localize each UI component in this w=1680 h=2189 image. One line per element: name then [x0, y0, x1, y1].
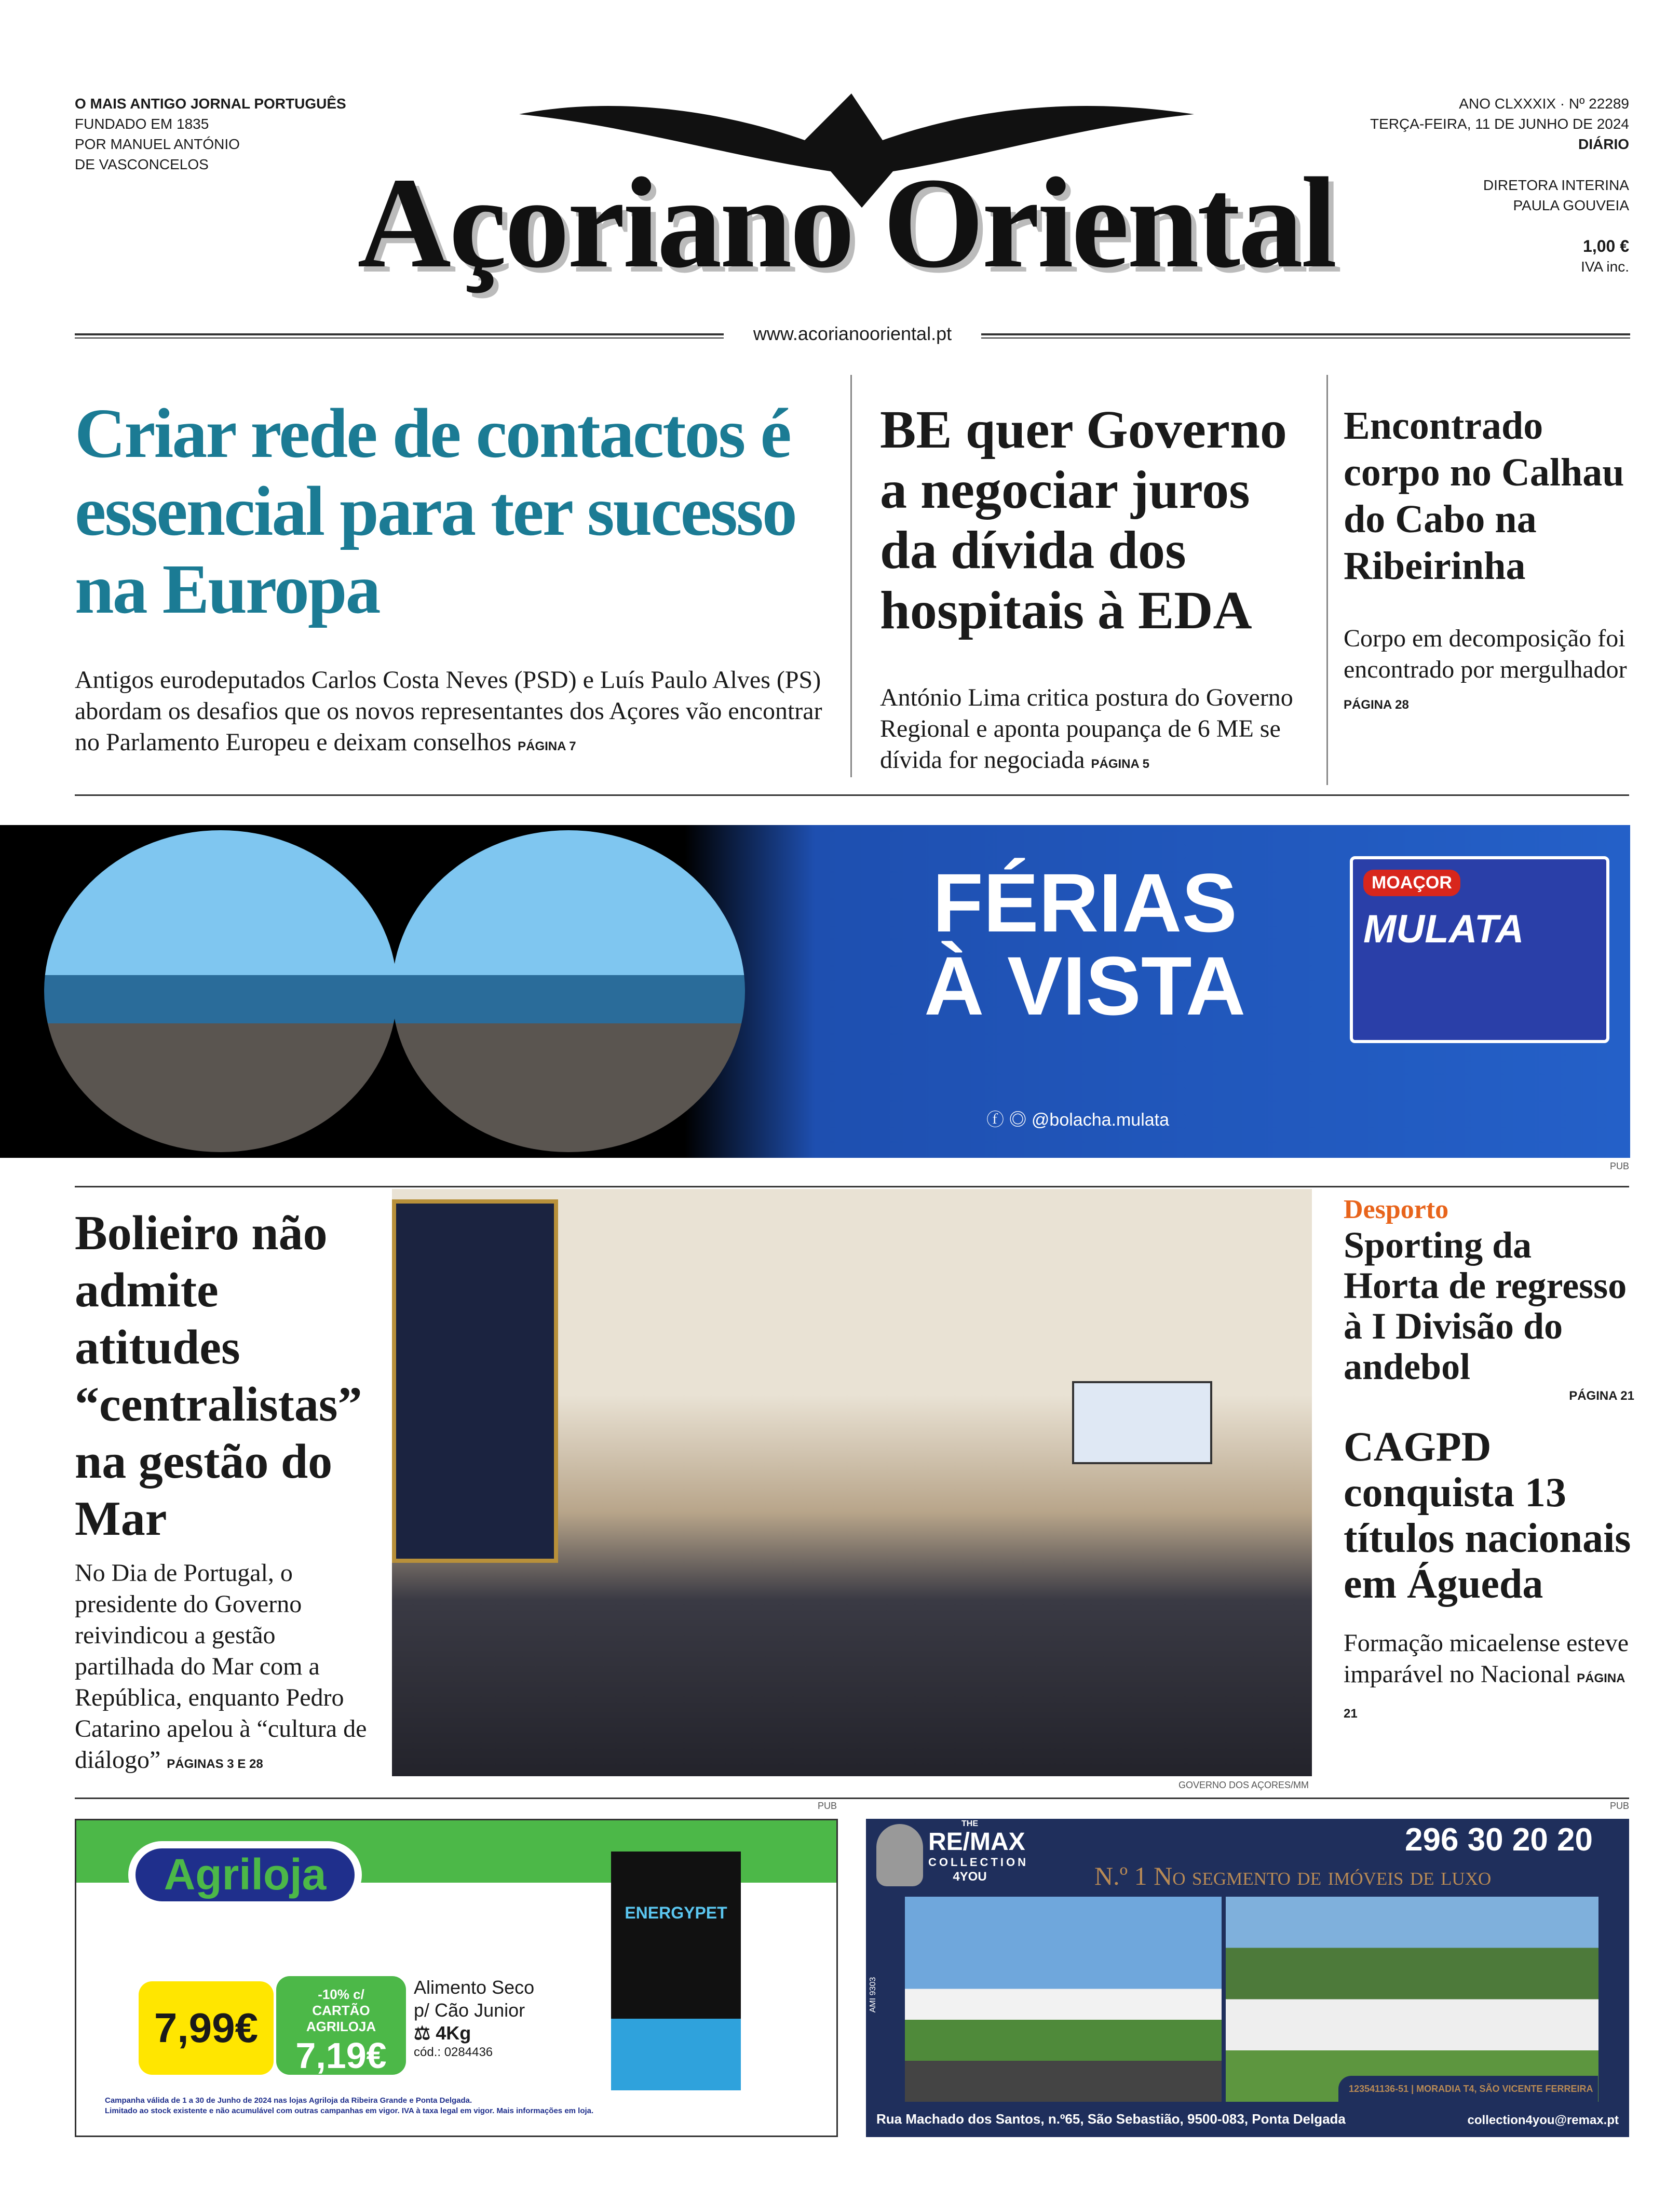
- founded: FUNDADO EM 1835: [75, 116, 209, 132]
- vat: IVA inc.: [1581, 259, 1629, 275]
- logo-brand: RE/MAX: [928, 1828, 1025, 1856]
- pub-label: PUB: [1609, 1801, 1629, 1811]
- ad-headline-line: FÉRIAS: [932, 856, 1237, 949]
- summary: Antigos eurodeputados Carlos Costa Neves (PSD) e Luís Paulo Alves (PS) abordam os desafios que os novos representantes dos Açores vão encontrar no Parlamento Europeu e deixam conselhos: [75, 666, 822, 756]
- product-code: cód.: 0284436: [414, 2045, 493, 2059]
- price: 1,00 €: [1583, 237, 1629, 255]
- social-text: @bolacha.mulata: [1031, 1110, 1170, 1130]
- summary: Corpo em decomposição foi encontrado por mergulhador: [1344, 625, 1627, 683]
- page-ref: PÁGINA 21: [1344, 1671, 1625, 1721]
- pub-label: PUB: [1609, 1161, 1629, 1171]
- agriloja-logo: Agriloja: [128, 1841, 362, 1909]
- lead-photo-ceremony: [392, 1189, 1312, 1776]
- banner-ad-mulata[interactable]: [0, 825, 1630, 1158]
- headline[interactable]: CAGPD conquista 13 títulos nacionais em Águeda: [1344, 1424, 1631, 1607]
- lead-story[interactable]: [75, 1205, 381, 1780]
- pub-label: PUB: [818, 1801, 837, 1811]
- brand-badge: MOAÇOR: [1363, 870, 1460, 896]
- page-ref: PÁGINA 5: [1091, 757, 1149, 771]
- weight: 4Kg: [436, 2022, 471, 2044]
- summary: António Lima critica postura do Governo Regional e aponta poupança de 6 ME se dívida for negociada: [880, 684, 1293, 774]
- terms-line: Limitado ao stock existente e não acumulável com outras campanhas em vigor. IVA à taxa legal em vigor. Mais informações em loja.: [105, 2106, 594, 2115]
- divider: [75, 1186, 1629, 1187]
- page-ref: PÁGINA 21: [1569, 1389, 1634, 1403]
- director-label: DIRETORA INTERINA: [1483, 177, 1629, 193]
- discount: -10% c/: [318, 1987, 364, 2002]
- binocular-photo-right: [392, 830, 745, 1152]
- logo-the: THE: [961, 1819, 978, 1828]
- top-story-2[interactable]: [880, 400, 1311, 780]
- headline[interactable]: BE quer Governo a negociar juros da dívida dos hospitais à EDA: [880, 400, 1287, 640]
- screen: [1072, 1381, 1212, 1464]
- divider: [75, 333, 724, 339]
- column-divider: [850, 375, 852, 777]
- terms-line: Campanha válida de 1 a 30 de Junho de 2024 nas lojas Agriloja da Ribeira Grande e Ponta Delgada.: [105, 2096, 472, 2105]
- founder: POR MANUEL ANTÓNIO: [75, 136, 240, 152]
- card-price-box: [276, 1976, 406, 2075]
- product-line: Alimento Seco: [414, 1977, 535, 1998]
- website-link[interactable]: www.acorianooriental.pt: [753, 323, 952, 344]
- product-box: [1350, 856, 1609, 1043]
- masthead-right: [1370, 93, 1629, 277]
- phone: 296 30 20 20: [1404, 1822, 1593, 1858]
- address: Rua Machado dos Santos, n.º65, São Sebastião, 9500-083, Ponta Delgada: [876, 2111, 1346, 2127]
- card-price: 7,19€: [295, 2035, 387, 2076]
- newspaper-title: Açoriano Oriental: [357, 151, 1335, 295]
- balloon-icon: [876, 1824, 923, 1886]
- summary: Formação micaelense esteve imparável no Nacional: [1344, 1629, 1629, 1688]
- logo-sub: 4YOU: [953, 1870, 987, 1884]
- listing: 123541136-51 | MORADIA T4, SÃO VICENTE FERREIRA: [1338, 2076, 1598, 2102]
- binocular-photo-left: [44, 830, 397, 1152]
- ad-headline: [924, 856, 1246, 1032]
- frequency: DIÁRIO: [1578, 136, 1629, 152]
- remax-logo: [928, 1819, 1028, 1884]
- column-divider: [1326, 375, 1328, 785]
- page-ref: PÁGINA 28: [1344, 698, 1409, 712]
- ad-remax[interactable]: [866, 1819, 1629, 2137]
- product-name: MULATA: [1363, 907, 1524, 951]
- headline[interactable]: Sporting da Horta de regresso à I Divisão do andebol: [1344, 1224, 1627, 1387]
- page-ref: PÁGINAS 3 E 28: [167, 1757, 263, 1771]
- top-story-3[interactable]: [1344, 402, 1634, 721]
- terms: [105, 2096, 593, 2116]
- product-pack: ENERGYPET: [611, 1852, 741, 2090]
- page-ref: PÁGINA 7: [518, 739, 576, 753]
- divider: [981, 333, 1630, 339]
- divider: [75, 794, 1629, 796]
- ami-number: AMI 9303: [869, 1977, 878, 2013]
- card-label: CARTÃO AGRILOJA: [306, 2003, 376, 2034]
- headline[interactable]: Bolieiro não admite atitudes “centralistas” na gestão do Mar: [75, 1206, 362, 1546]
- tagline: O MAIS ANTIGO JORNAL PORTUGUÊS: [75, 96, 346, 112]
- photo-credit: GOVERNO DOS AÇORES/MM: [1178, 1780, 1309, 1790]
- product-line: p/ Cão Junior: [414, 1999, 525, 2021]
- slogan: N.º 1 No segmento de imóveis de luxo: [1094, 1861, 1492, 1890]
- top-story-1[interactable]: [75, 395, 843, 762]
- date: TERÇA-FEIRA, 11 DE JUNHO DE 2024: [1370, 116, 1629, 132]
- social-handle: ⓕ ◎ @bolacha.mulata: [986, 1110, 1170, 1130]
- issue-number: ANO CLXXXIX · Nº 22289: [1459, 96, 1629, 112]
- founder: DE VASCONCELOS: [75, 156, 209, 172]
- divider: [75, 1798, 1629, 1799]
- property-photo-2: [1226, 1897, 1598, 2102]
- summary: No Dia de Portugal, o presidente do Governo reivindicou a gestão partilhada do Mar com a República, enquanto Pedro Catarino apelou à “cultura de diálogo”: [75, 1559, 367, 1774]
- property-photo-1: [905, 1897, 1222, 2102]
- product-info: Alimento Seco p/ Cão Junior ⚖ 4Kg cód.: 0284436: [414, 1977, 535, 2059]
- headline[interactable]: Encontrado corpo no Calhau do Cabo na Ribeirinha: [1344, 404, 1624, 588]
- email[interactable]: collection4you@remax.pt: [1467, 2113, 1619, 2127]
- headline[interactable]: Criar rede de contactos é essencial para ter sucesso na Europa: [75, 395, 796, 628]
- director: PAULA GOUVEIA: [1513, 197, 1629, 213]
- sidebar: [1344, 1194, 1634, 1729]
- logo-collection: COLLECTION: [928, 1856, 1028, 1869]
- section-label: Desporto: [1344, 1195, 1449, 1224]
- tapestry: [392, 1199, 558, 1563]
- ad-agriloja[interactable]: [75, 1819, 838, 2137]
- price: 7,99€: [139, 1981, 274, 2075]
- ad-headline-line: À VISTA: [924, 939, 1246, 1032]
